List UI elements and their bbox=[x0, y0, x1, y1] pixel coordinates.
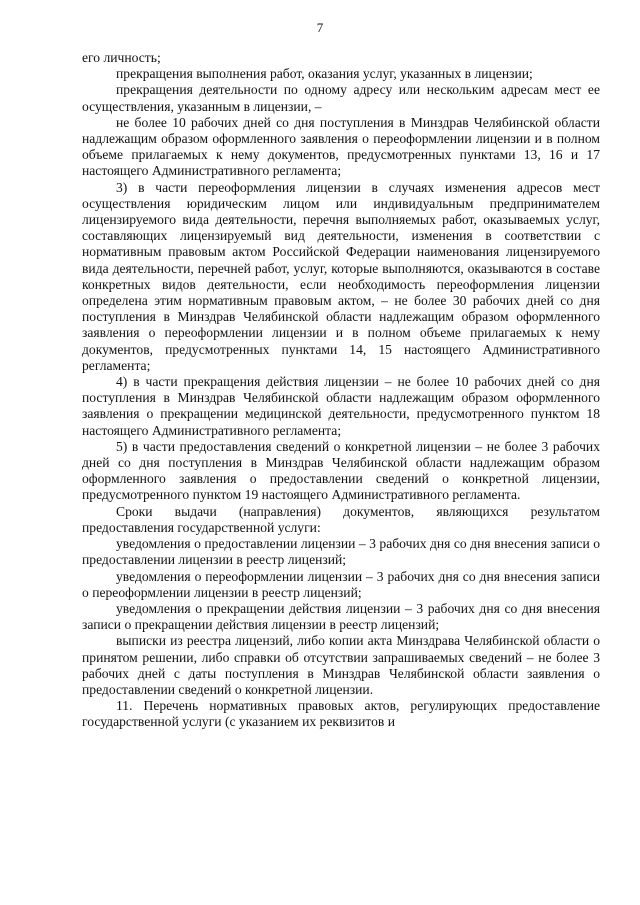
paragraph: 5) в части предоставления сведений о конкретной лицензии – не более 3 рабочих дней со дня поступления в Минздрав Челябинской области надлежащим образом оформленного заявления о предоставлении сведений о конкретной лицензии, предусмотренного пунктом 19 настоящего Административного регламента. bbox=[82, 438, 600, 503]
paragraph: 3) в части переоформления лицензии в случаях изменения адресов мест осуществления юридическим лицом или индивидуальным предпринимателем лицензируемого вида деятельности, перечня выполняемых работ, оказываемых услуг, составляющих лицензируемый вид деятельности, изменения в соответствии с нормативным правовым актом Российской Федерации наименования лицензируемого вида деятельности, перечней работ, услуг, которые выполняются, оказываются в составе конкретных видов деятельности, если необходимость переоформления лицензии определена этим нормативным правовым актом, – не более 30 рабочих дней со дня поступления в Минздрав Челябинской области надлежащим образом оформленного заявления о переоформлении лицензии и в полном объеме прилагаемых к нему документов, предусмотренных пунктами 14, 15 настоящего Административного регламента; bbox=[82, 179, 600, 373]
paragraph: уведомления о переоформлении лицензии – 3 рабочих дня со дня внесения записи о переоформлении лицензии в реестр лицензий; bbox=[82, 568, 600, 600]
paragraph: прекращения выполнения работ, оказания услуг, указанных в лицензии; bbox=[116, 66, 533, 82]
paragraph: Сроки выдачи (направления) документов, являющихся результатом предоставления государственной услуги: bbox=[82, 503, 600, 535]
document-body bbox=[82, 50, 600, 731]
paragraph: уведомления о прекращении действия лицензии – 3 рабочих дня со дня внесения записи о прекращении действия лицензии в реестр лицензий; bbox=[82, 600, 600, 633]
page-number: 7 bbox=[316, 20, 324, 35]
paragraph: прекращения деятельности по одному адресу или нескольким адресам мест ее осуществления, указанным в лицензии, – bbox=[82, 82, 600, 114]
paragraph: его личность; bbox=[82, 50, 161, 65]
paragraph: не более 10 рабочих дней со дня поступления в Минздрав Челябинской области надлежащим образом оформленного заявления о переоформлении лицензии и в полном объеме прилагаемых к нему документов, предусмотренных пунктами 13, 16 и 17 настоящего Административного регламента; bbox=[82, 114, 600, 179]
paragraph: 4) в части прекращения действия лицензии – не более 10 рабочих дней со дня поступления в Минздрав Челябинской области надлежащим образом оформленного заявления о прекращении медицинской деятельности, предусмотренного пунктом 18 настоящего Административного регламента; bbox=[82, 374, 600, 438]
paragraph: 11. Перечень нормативных правовых актов, регулирующих предоставление государственной услуги (с указанием их реквизитов и bbox=[82, 698, 600, 730]
paragraph: выписки из реестра лицензий, либо копии акта Минздрава Челябинской области о принятом решении, либо справки об отсутствии запрашиваемых сведений – не более 3 рабочих дней с даты поступления в Минздрав Челябинской области заявления о предоставлении сведений о конкретной лицензии. bbox=[82, 633, 600, 697]
paragraph: уведомления о предоставлении лицензии – 3 рабочих дня со дня внесения записи о предоставлении лицензии в реестр лицензий; bbox=[82, 536, 600, 568]
